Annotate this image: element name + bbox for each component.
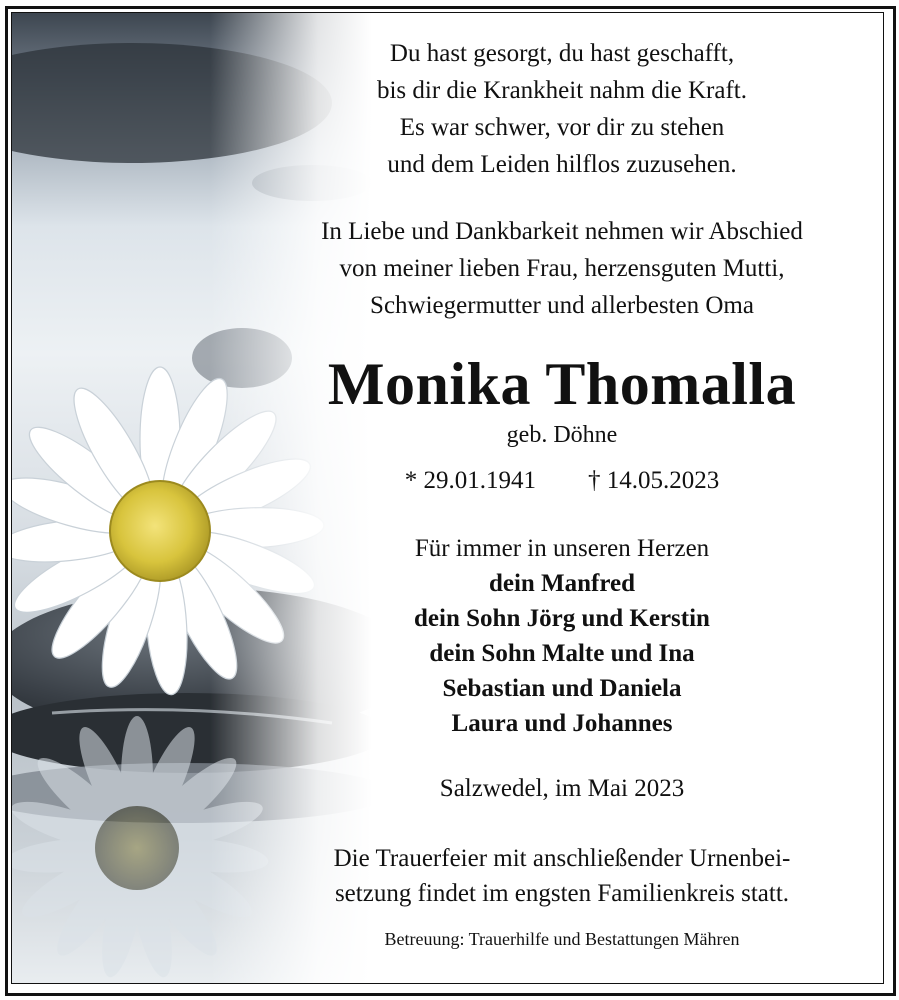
mourners-heading: Für immer in unseren Herzen (414, 535, 710, 562)
poem-line: Es war schwer, vor dir zu stehen (399, 114, 725, 141)
mourner-name: Laura und Johannes (451, 710, 673, 737)
service-line: setzung findet im engsten Familienkreis statt. (334, 880, 790, 907)
poem-line: Du hast gesorgt, du hast geschafft, (389, 40, 735, 67)
mourner-name: dein Manfred (488, 570, 636, 597)
undertaker-credit: Betreuung: Trauerhilfe und Bestattungen Mähren (384, 929, 740, 949)
birth-name: geb. Döhne (506, 422, 618, 448)
mourner-name: Sebastian und Daniela (442, 675, 682, 702)
life-dates (242, 463, 882, 499)
death-date: † 14.05.2023 (588, 467, 720, 494)
place-date: Salzwedel, im Mai 2023 (439, 775, 685, 802)
intro-line: In Liebe und Dankbarkeit nehmen wir Abschied (321, 218, 803, 245)
mourners-list (242, 566, 882, 741)
poem-line: bis dir die Krankheit nahm die Kraft. (376, 77, 748, 104)
farewell-intro (242, 213, 882, 324)
intro-line: von meiner lieben Frau, herzensguten Mutti, (339, 255, 785, 282)
birth-date: * 29.01.1941 (404, 467, 536, 494)
intro-line: Schwiegermutter und allerbesten Oma (370, 292, 754, 319)
obituary-notice (11, 12, 884, 984)
mourner-name: dein Sohn Jörg und Kerstin (414, 605, 710, 632)
service-line: Die Trauerfeier mit anschließender Urnenbei- (333, 845, 791, 872)
funeral-service-note (242, 841, 882, 911)
mourner-name: dein Sohn Malte und Ina (429, 640, 695, 667)
poem (242, 35, 882, 183)
deceased-name: Monika Thomalla (327, 351, 797, 417)
poem-line: und dem Leiden hilflos zuzusehen. (387, 151, 737, 178)
